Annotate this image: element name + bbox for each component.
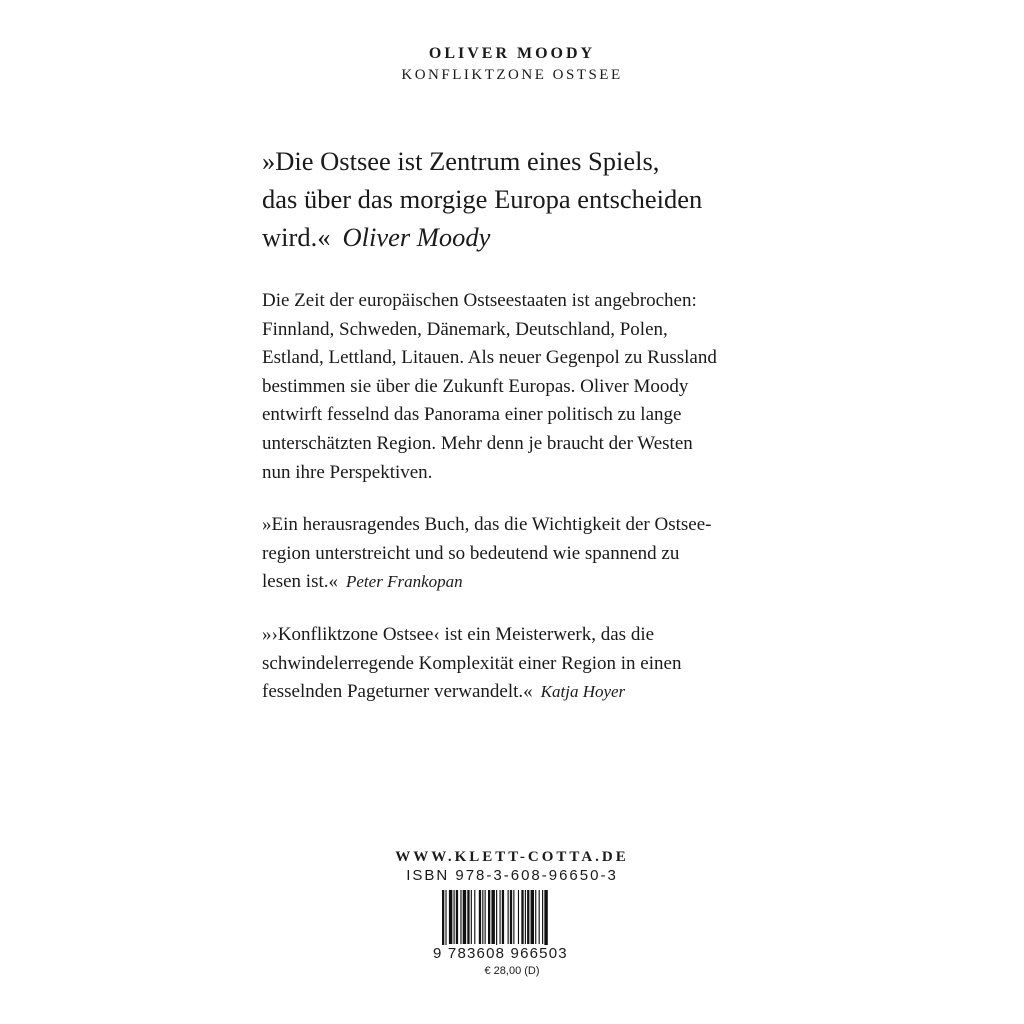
reviewer-name: Katja Hoyer [540, 682, 626, 702]
barcode-bar [482, 890, 483, 944]
barcode-bar [485, 890, 486, 944]
blurb-line: entwirft fesselnd das Panorama einer politisch zu lange [262, 404, 682, 426]
blurb-line: Finnland, Schweden, Dänemark, Deutschland, Polen, [262, 318, 668, 340]
lead-quote-line: das über das morgige Europa entscheiden [262, 184, 703, 214]
review-hoyer [262, 621, 782, 707]
reviewer-name: Peter Frankopan [346, 572, 463, 592]
barcode-bar [542, 890, 543, 944]
barcode-bar [445, 890, 446, 950]
blurb-line: Estland, Lettland, Litauen. Als neuer Gegenpol zu Russland [262, 347, 717, 369]
blurb-line: bestimmen sie über die Zukunft Europas. Oliver Moody [262, 375, 689, 397]
barcode-bar [525, 890, 526, 944]
barcode-graphic [432, 890, 592, 950]
barcode-bar [535, 890, 536, 944]
book-title: KONFLIKTZONE OSTSEE [401, 67, 623, 83]
barcode-bar [454, 890, 455, 944]
barcode-bar [460, 890, 461, 944]
lead-quote-line: »Die Ostsee ist Zentrum eines Spiels, [262, 146, 660, 176]
barcode-bar [488, 890, 490, 944]
lead-quote-author: Oliver Moody [342, 222, 491, 252]
barcode-bar [479, 890, 481, 944]
blurb-line: Die Zeit der europäischen Ostseestaaten ist angebrochen: [262, 290, 697, 311]
barcode-bar [491, 890, 494, 944]
review-line-text: lesen ist.« [262, 571, 338, 593]
barcode-bar [474, 890, 475, 944]
barcode-bar [544, 890, 547, 950]
barcode-bar [527, 890, 529, 944]
lead-quote [262, 142, 782, 256]
price: € 28,00 (D) [484, 965, 540, 977]
barcode-bar [467, 890, 469, 944]
barcode-bar [518, 890, 519, 944]
barcode-bar [508, 890, 509, 944]
barcode-bar [471, 890, 472, 944]
lead-quote-line [262, 218, 782, 256]
isbn-number: ISBN 978-3-608-96650-3 [406, 867, 618, 884]
review-line-text: fesselnden Pageturner verwandelt.« [262, 681, 533, 703]
review-line [262, 678, 782, 707]
barcode-bar [531, 890, 534, 944]
barcode-bar [539, 890, 540, 944]
review-line [262, 568, 782, 597]
barcode-bar [463, 890, 466, 944]
barcode-bar [496, 890, 497, 950]
barcode-bar [500, 890, 501, 944]
barcode-bar [456, 890, 458, 944]
blurb [262, 287, 782, 487]
review-frankopan [262, 511, 782, 597]
barcode-bar [510, 890, 512, 944]
lead-quote-line-text: wird.« [262, 222, 331, 252]
barcode-digits: 9 783608 966503 [432, 945, 593, 963]
review-line: »›Konfliktzone Ostsee‹ ist ein Meisterwerk, das die [262, 624, 655, 645]
review-line: »Ein herausragendes Buch, das die Wichtigkeit der Ostsee- [262, 514, 712, 535]
barcode-bar [521, 890, 523, 944]
review-line: schwindelerregende Komplexität einer Region in einen [262, 652, 682, 674]
barcode-bar [513, 890, 514, 944]
publisher-website: WWW.KLETT-COTTA.DE [395, 849, 629, 865]
author-name: OLIVER MOODY [428, 45, 596, 62]
barcode-bar [442, 890, 444, 950]
barcode-bar [449, 890, 452, 944]
review-line: region unterstreicht und so bedeutend wie spannend zu [262, 542, 680, 564]
blurb-line: unterschätzten Region. Mehr denn je braucht der Westen [262, 432, 693, 454]
barcode-bar [502, 890, 504, 944]
blurb-line: nun ihre Perspektiven. [262, 461, 433, 483]
